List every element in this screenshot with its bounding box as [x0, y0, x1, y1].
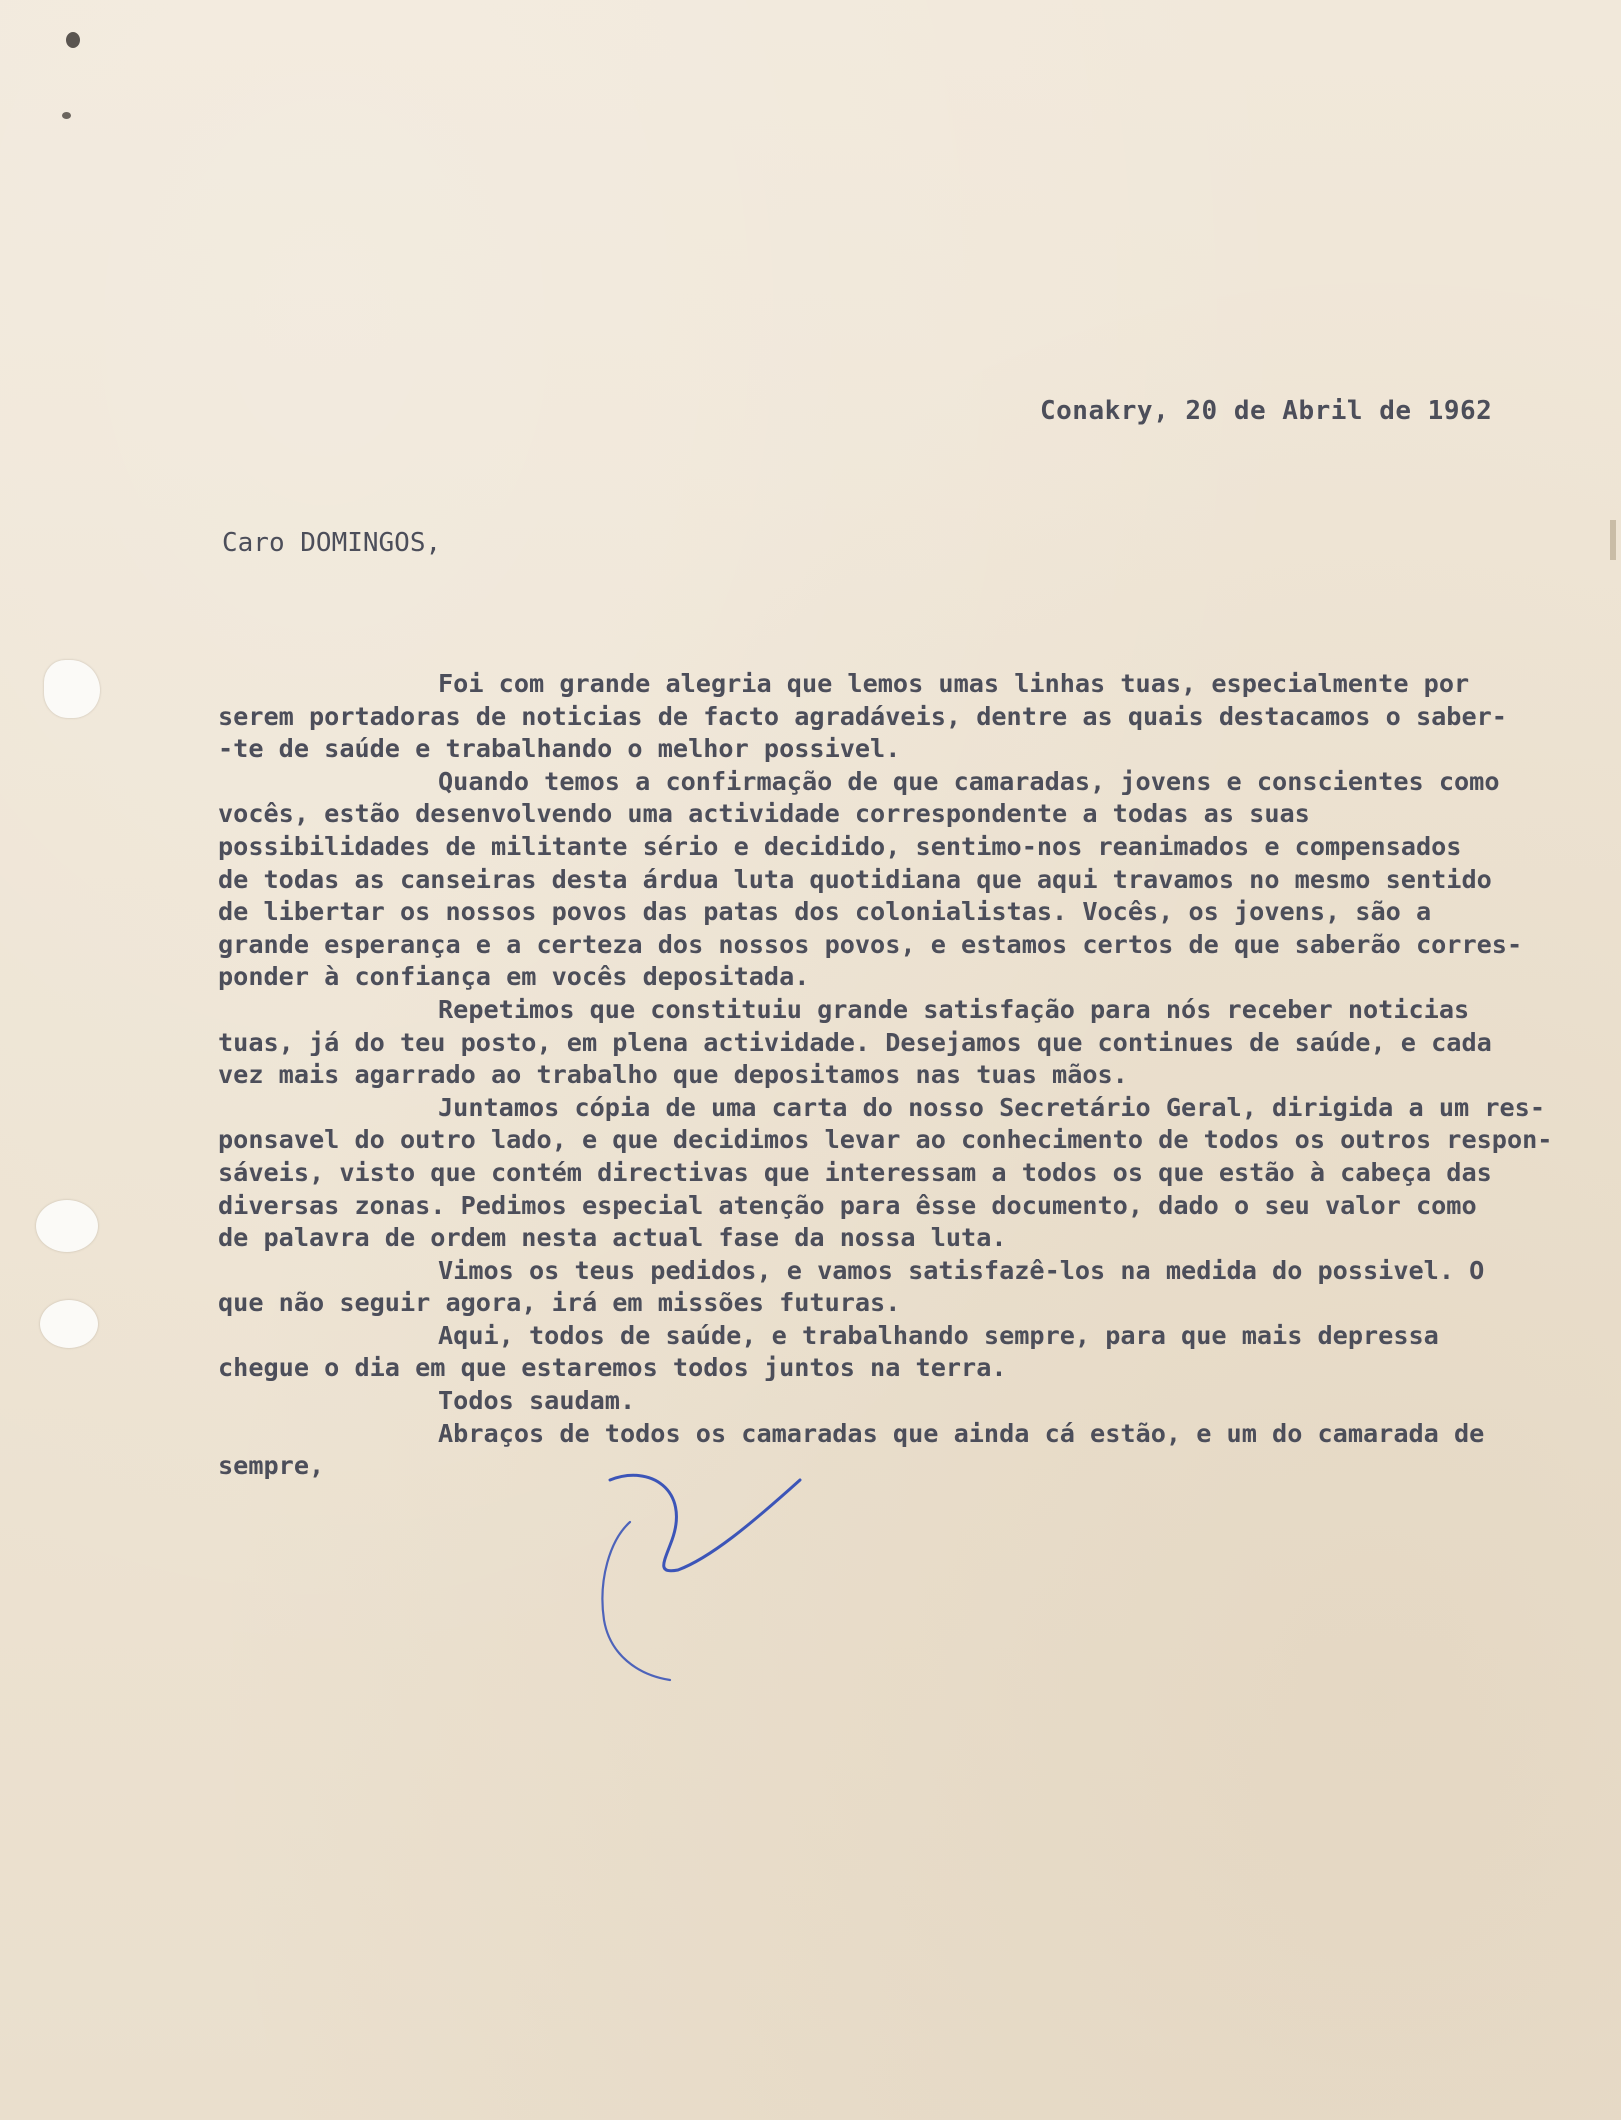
body-line: Juntamos cópia de uma carta do nosso Secretário Geral, dirigida a um res-	[438, 1092, 1545, 1122]
body-line: sempre,	[218, 1451, 325, 1481]
body-line: Aqui, todos de saúde, e trabalhando sempre, para que mais depressa	[438, 1320, 1439, 1350]
salutation: Caro DOMINGOS,	[222, 528, 442, 558]
paper-mark	[1610, 520, 1616, 560]
handwritten-signature	[590, 1470, 830, 1690]
body-line: de todas as canseiras desta árdua luta quotidiana que aqui travamos no mesmo sentido	[218, 864, 1492, 894]
body-line: ponsavel do outro lado, e que decidimos levar ao conhecimento de todos os outros respon-	[218, 1125, 1553, 1155]
body-line: serem portadoras de noticias de facto agradáveis, dentre as quais destacamos o saber-	[218, 701, 1507, 731]
body-line: vez mais agarrado ao trabalho que depositamos nas tuas mãos.	[218, 1060, 1128, 1090]
body-line: ponder à confiança em vocês depositada.	[218, 962, 810, 992]
punch-hole	[36, 1200, 98, 1252]
body-line: grande esperança e a certeza dos nossos povos, e estamos certos de que saberão corres-	[218, 929, 1523, 959]
ink-spot	[66, 32, 80, 48]
body-line: de palavra de ordem nesta actual fase da nossa luta.	[218, 1223, 1007, 1253]
body-line: diversas zonas. Pedimos especial atenção para êsse documento, dado o seu valor como	[218, 1190, 1477, 1220]
body-line: Todos saudam.	[438, 1386, 636, 1416]
ink-spot	[62, 112, 71, 119]
body-line: tuas, já do teu posto, em plena actividade. Desejamos que continues de saúde, e cada	[218, 1027, 1492, 1057]
signature-stroke	[610, 1475, 800, 1570]
body-line: sáveis, visto que contém directivas que interessam a todos os que estão à cabeça das	[218, 1157, 1492, 1187]
letter-date: Conakry, 20 de Abril de 1962	[1040, 396, 1493, 426]
body-line: -te de saúde e trabalhando o melhor possivel.	[218, 734, 901, 764]
punch-hole	[40, 1300, 98, 1348]
body-line: Quando temos a confirmação de que camaradas, jovens e conscientes como	[438, 766, 1500, 796]
body-line: Repetimos que constituiu grande satisfação para nós receber noticias	[438, 994, 1470, 1024]
body-line: possibilidades de militante sério e decidido, sentimo-nos reanimados e compensados	[218, 831, 1462, 861]
body-line: Foi com grande alegria que lemos umas linhas tuas, especialmente por	[438, 669, 1470, 698]
body-line: vocês, estão desenvolvendo uma actividade correspondente a todas as suas	[218, 799, 1310, 829]
body-line: que não seguir agora, irá em missões futuras.	[218, 1288, 901, 1318]
body-line: chegue o dia em que estaremos todos juntos na terra.	[218, 1353, 1007, 1383]
body-line: de libertar os nossos povos das patas dos colonialistas. Vocês, os jovens, são a	[218, 897, 1432, 927]
body-line: Abraços de todos os camaradas que ainda cá estão, e um do camarada de	[438, 1418, 1485, 1448]
body-line: Vimos os teus pedidos, e vamos satisfazê-los na medida do possivel. O	[438, 1255, 1485, 1285]
letter-body	[218, 668, 1578, 1483]
punch-hole	[44, 660, 100, 718]
signature-stroke	[602, 1522, 670, 1680]
